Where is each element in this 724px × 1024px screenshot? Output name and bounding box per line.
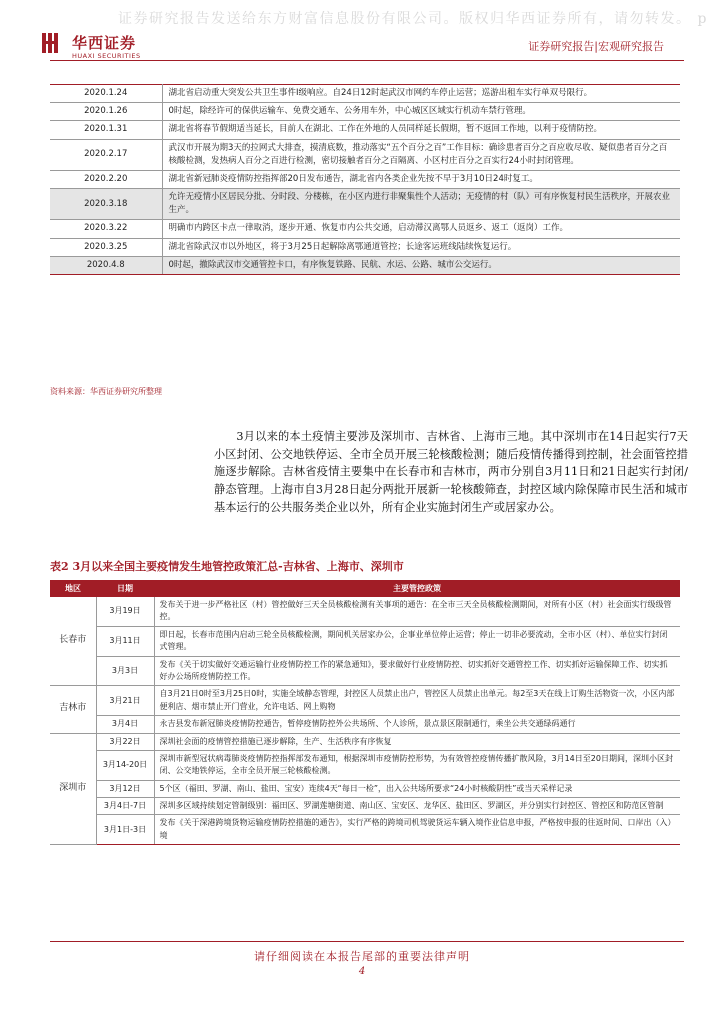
row-date: 3月4日 <box>96 716 154 733</box>
table-row <box>50 85 680 103</box>
report-type: 证券研究报告|宏观研究报告 <box>528 40 664 53</box>
table-row <box>50 798 680 815</box>
table-row <box>50 780 680 797</box>
table-row <box>50 686 680 716</box>
row-date: 3月14-20日 <box>96 750 154 780</box>
row-date: 2020.3.18 <box>50 189 162 220</box>
footer-disclaimer: 请仔细阅读在本报告尾部的重要法律声明 <box>254 950 470 963</box>
header-divider <box>50 60 684 61</box>
watermark: 证券研究报告发送给东方财富信息股份有限公司。版权归华西证券所有，请勿转发。 p <box>118 11 708 27</box>
row-text: 允许无疫情小区居民分批、分时段、分楼栋，在小区内进行非聚集性个人活动；无疫情的村（队）可有序恢复村民生活秩序，开展农业生产。 <box>162 189 680 220</box>
table-row <box>50 220 680 238</box>
table-row <box>50 815 680 845</box>
timeline-table <box>50 84 680 275</box>
table-header-row <box>50 580 680 597</box>
table-title: 表2 3月以来全国主要疫情发生地管控政策汇总-吉林省、上海市、深圳市 <box>50 560 404 573</box>
row-text: 0时起，除经许可的保供运输车、免费交通车、公务用车外，中心城区区域实行机动车禁行管理。 <box>162 103 680 121</box>
row-text: 0时起，撤除武汉市交通管控卡口，有序恢复铁路、民航、水运、公路、城市公交运行。 <box>162 256 680 274</box>
region-cell: 长春市 <box>50 597 96 686</box>
header-region: 地区 <box>50 580 96 597</box>
policy-table <box>50 580 680 845</box>
row-text: 武汉市开展为期3天的拉网式大排查，摸清底数，推动落实“五个百分之百”工作目标：确诊患者百分之百应收尽收、疑似患者百分之百核酸检测，发热病人百分之百进行检测，密切接触者百分之百隔离、小区村庄百分之百实行24小时封闭管理。 <box>162 139 680 170</box>
table-row <box>50 121 680 139</box>
row-date: 2020.1.26 <box>50 103 162 121</box>
row-text: 湖北省除武汉市以外地区，将于3月25日起解除离鄂通道管控；长途客运班线陆续恢复运行。 <box>162 238 680 256</box>
table-row <box>50 170 680 188</box>
row-text: 自3月21日0时至3月25日0时，实施全域静态管理，封控区人员禁止出户，管控区人员禁止出单元。每2至3天在线上订购生活物资一次，小区内部便利店、烟市禁止开门营业，允许电话、网上购物 <box>154 686 680 716</box>
table-row <box>50 189 680 220</box>
table-row <box>50 656 680 686</box>
table-row <box>50 750 680 780</box>
region-cell: 深圳市 <box>50 733 96 845</box>
logo-icon <box>42 33 58 53</box>
footer-divider <box>50 941 684 942</box>
row-text: 5个区（福田、罗湖、南山、盐田、宝安）连续4天“每日一检”，出入公共场所要求“24小时核酸阴性”或当天采样记录 <box>154 780 680 797</box>
header-policy: 主要管控政策 <box>154 580 680 597</box>
row-text: 发布《关于深港跨境货物运输疫情防控措施的通告》，实行严格的跨境司机驾驶货运车辆入境作业信息申报，严格按申报的往返时间、口岸出（入）境 <box>154 815 680 845</box>
row-date: 3月12日 <box>96 780 154 797</box>
table-row <box>50 139 680 170</box>
row-date: 2020.1.24 <box>50 85 162 103</box>
region-cell: 吉林市 <box>50 686 96 733</box>
logo-subtext: HUAXI SECURITIES <box>72 52 141 60</box>
row-date: 2020.2.20 <box>50 170 162 188</box>
table-row <box>50 716 680 733</box>
row-date: 3月19日 <box>96 597 154 626</box>
row-date: 3月11日 <box>96 626 154 656</box>
body-paragraph: 3月以来的本土疫情主要涉及深圳市、吉林省、上海市三地。其中深圳市在14日起实行7天小区封闭、公交地铁停运、全市全员开展三轮核酸检测；随后疫情传播得到控制，社会面管控措施逐步解除。吉林省疫情主要集中在长春市和吉林市，两市分别自3月11日和21日起实行封闭/静态管理。上海市自3月28日起分两批开展新一轮核酸筛查，封控区域内除保障市民生活和城市基本运行的公共服务类企业以外，所有企业实施封闭生产或居家办公。 <box>214 430 688 514</box>
row-text: 湖北省将春节假期适当延长，目前人在湖北、工作在外地的人员同样延长假期，暂不返回工作地，以利于疫情防控。 <box>162 121 680 139</box>
row-date: 3月21日 <box>96 686 154 716</box>
row-text: 发布关于进一步严格社区（村）管控做好三天全员核酸检测有关事项的通告：在全市三天全员核酸检测期间，对所有小区（村）社会面实行级级管控。 <box>154 597 680 626</box>
header-date: 日期 <box>96 580 154 597</box>
row-text: 深圳多区域持续划定管制级别：福田区、罗湖莲塘街道、南山区、宝安区、龙华区、盐田区、罗湖区，并分别实行封控区、管控区和防范区管制 <box>154 798 680 815</box>
row-text: 即日起，长春市范围内启动三轮全员核酸检测，期间机关居家办公，企事业单位停止运营；停止一切非必要流动，全市小区（村）、单位实行封闭式管理。 <box>154 626 680 656</box>
row-text: 湖北省启动重大突发公共卫生事件Ⅰ级响应。自24日12时起武汉市网约车停止运营；巡游出租车实行单双号限行。 <box>162 85 680 103</box>
row-date: 3月3日 <box>96 656 154 686</box>
row-text: 深圳社会面的疫情管控措施已逐步解除，生产、生活秩序有序恢复 <box>154 733 680 750</box>
row-text: 发布《关于切实做好交通运输行业疫情防控工作的紧急通知》，要求做好行业疫情防控、切实抓好交通管控工作、切实抓好运输保障工作、切实抓好办公场所疫情防控工作。 <box>154 656 680 686</box>
row-date: 2020.2.17 <box>50 139 162 170</box>
row-date: 2020.3.25 <box>50 238 162 256</box>
row-date: 2020.4.8 <box>50 256 162 274</box>
source-note: 资料来源：华西证券研究所整理 <box>50 387 162 396</box>
row-date: 2020.3.22 <box>50 220 162 238</box>
row-date: 3月4日-7日 <box>96 798 154 815</box>
table-row <box>50 103 680 121</box>
row-text: 永吉县发布新冠肺炎疫情防控通告，暂停疫情防控外公共场所、个人诊所，景点景区限制通行，乘坐公共交通绿码通行 <box>154 716 680 733</box>
logo-text: 华西证券 <box>72 34 137 52</box>
row-date: 3月1日-3日 <box>96 815 154 845</box>
table-row <box>50 626 680 656</box>
row-date: 2020.1.31 <box>50 121 162 139</box>
row-text: 湖北省新冠肺炎疫情防控指挥部20日发布通告，湖北省内各类企业先按不早于3月10日24时复工。 <box>162 170 680 188</box>
table-row <box>50 238 680 256</box>
row-text: 深圳市新型冠状病毒肺炎疫情防控指挥部发布通知，根据深圳市疫情防控形势，为有效管控疫情传播扩散风险，3月14日至20日期间，深圳小区封闭、公交地铁停运，全市全员开展三轮核酸检测。 <box>154 750 680 780</box>
row-text: 明确市内跨区卡点一律取消，逐步开通、恢复市内公共交通，启动滞汉离鄂人员返乡、返工（返岗）工作。 <box>162 220 680 238</box>
table-row <box>50 597 680 626</box>
company-logo <box>20 30 170 70</box>
row-date: 3月22日 <box>96 733 154 750</box>
page-number: 4 <box>358 966 366 977</box>
table-row <box>50 733 680 750</box>
table-row <box>50 256 680 274</box>
